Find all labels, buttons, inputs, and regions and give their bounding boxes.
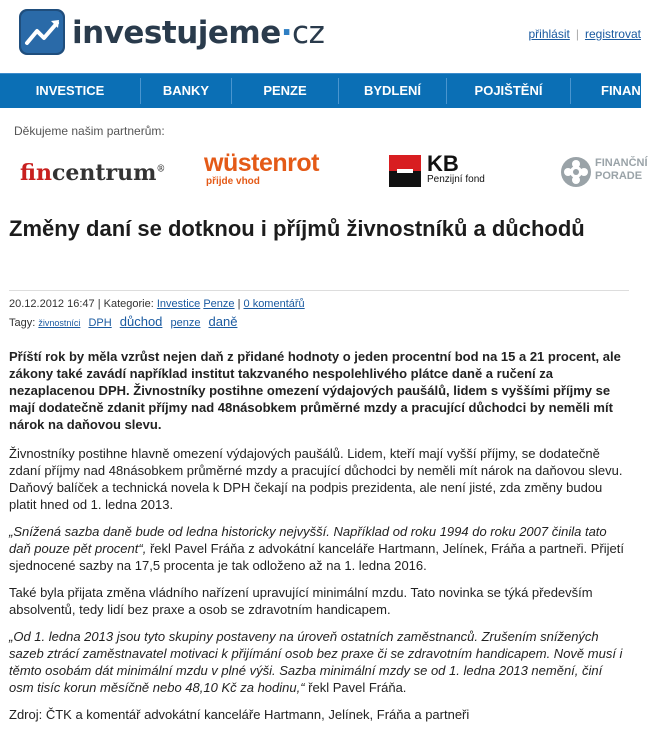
- article-meta: 20.12.2012 16:47 | Kategorie: Investice Penze | 0 komentářů: [9, 298, 305, 310]
- poradenstvi-line1: FINANČNÍ: [595, 157, 648, 169]
- poradenstvi-text: [595, 157, 648, 183]
- account-links: [528, 27, 641, 41]
- category-link-penze[interactable]: Penze: [203, 298, 235, 310]
- quote-text: „Snížená sazba daně bude od ledna historicky nejvyšší. Například od roku 1994 do roku 2007 činila tato daň pouze pět procent“,: [9, 524, 607, 556]
- nav-item-investice[interactable]: INVESTICE: [35, 83, 105, 98]
- main-nav: [0, 73, 641, 108]
- kb-sub: Penzijní fond: [427, 174, 485, 185]
- wustenrot-slogan: přijde vhod: [206, 176, 260, 187]
- kb-logo-icon: [389, 155, 421, 187]
- poradenstvi-line2: PORADE: [595, 170, 643, 182]
- comments-link[interactable]: 0 komentářů: [243, 298, 305, 310]
- quote-attribution: řekl Pavel Fráňa.: [304, 680, 407, 695]
- wustenrot-name: wüstenrot: [204, 149, 319, 177]
- tag-dph[interactable]: DPH: [88, 317, 112, 329]
- site-header: [0, 0, 641, 70]
- nav-item-bydleni[interactable]: BYDLENÍ: [363, 83, 422, 98]
- tag-penze[interactable]: penze: [170, 317, 201, 329]
- article-paragraph: Také byla přijata změna vládního nařízení upravující minimální mzdu. Tato novinka se týká především absolventů, tedy lidí bez praxe a osob se zdravotním handicapem.: [9, 585, 593, 617]
- article-date: 20.12.2012 16:47: [9, 298, 95, 310]
- fincentrum-fin: fin: [20, 160, 52, 186]
- article-paragraph: Živnostníky postihne hlavně omezení výdajových paušálů. Lidem, kteří mají vyšší příjmy, se dodatečně zdaní příjmy nad 48násobkem průměrné mzdy a pracující důchodci by neměli mít nárok na daňovou slevu. Daňový balíček a technická novela k DPH čekají na podpis prezidenta, ale není jisté, zda změny budou platit hned od 1. ledna 2013.: [9, 446, 623, 512]
- partner-fincentrum[interactable]: [20, 160, 165, 186]
- partners-label: Děkujeme našim partnerům:: [14, 124, 165, 138]
- tag-duchod[interactable]: důchod: [119, 314, 163, 329]
- nav-item-banky[interactable]: BANKY: [162, 83, 210, 98]
- logo-wordmark[interactable]: [72, 15, 324, 51]
- article-lead: Příští rok by měla vzrůst nejen daň z přidané hodnoty o jeden procentní bod na 15 a 21 procent, ale zákony také zavádí například institut takzvaného nespolehlivého plátce daně a ručení za nezaplacenou DPH. Živnostníky postihne omezení výdajových paušálů, lidem s vyššími příjmy se mají dodatečně zdanit příjmy nad 48násobkem průměrné mzdy a pracující důchodci by neměli mít nárok na daňovou slevu.: [9, 349, 621, 432]
- category-label: Kategorie:: [103, 298, 154, 310]
- kb-name: KB: [427, 151, 459, 176]
- article-source: Zdroj: ČTK a komentář advokátní kanceláře Hartmann, Jelínek, Fráňa a partneři: [9, 707, 470, 722]
- title-divider: [9, 290, 629, 291]
- fincentrum-reg: ®: [156, 164, 166, 175]
- nav-item-penze[interactable]: PENZE: [263, 83, 307, 98]
- quote-text: „Od 1. ledna 2013 jsou tyto skupiny postaveny na úroveň ostatních zaměstnanců. Zrušením snížených sazeb ztrácí zaměstnavatel motivaci k přijímání osob bez praxe či se zdravotním handicapem. Nově musí i těmto osobám dát minimální mzdu v plné výši. Sazba minimální mzdy se od 1. ledna 2013 nemění, činí osm tisíc korun měsíčně nebo 48,10 Kč za hodinu,“: [9, 629, 623, 695]
- logo-chart-icon[interactable]: [19, 9, 65, 55]
- logo-name: investujeme: [72, 15, 281, 51]
- quote-attribution: řekl Pavel Fráňa z advokátní kanceláře Hartmann, Jelínek, Fráňa a partneři. Přijetí sjednocené sazby na 17,5 procenta je tak odloženo až na 1. ledna 2016.: [9, 541, 624, 573]
- article-paragraph-quote: [9, 628, 627, 696]
- flower-icon: [561, 157, 591, 187]
- tag-zivnostnici[interactable]: živnostníci: [38, 318, 81, 328]
- tags-label: Tagy:: [9, 317, 36, 329]
- logo-dot: ·: [280, 15, 293, 51]
- nav-item-pojisteni[interactable]: POJIŠTĚNÍ: [474, 83, 543, 98]
- link-separator: |: [575, 27, 579, 41]
- logo-tld: cz: [292, 15, 325, 51]
- login-link[interactable]: přihlásit: [528, 27, 570, 41]
- category-link-investice[interactable]: Investice: [156, 298, 201, 310]
- article-tags: [9, 314, 242, 329]
- register-link[interactable]: registrovat: [584, 27, 641, 41]
- tag-dane[interactable]: daně: [208, 314, 238, 329]
- partner-wustenrot[interactable]: [204, 149, 319, 187]
- article-body: [9, 348, 627, 733]
- article-title: Změny daní se dotknou i příjmů živnostníků a důchodů: [9, 216, 585, 241]
- fincentrum-centrum: centrum: [52, 160, 157, 186]
- nav-item-finance[interactable]: FINAN: [601, 83, 641, 98]
- article-paragraph-quote: [9, 523, 627, 574]
